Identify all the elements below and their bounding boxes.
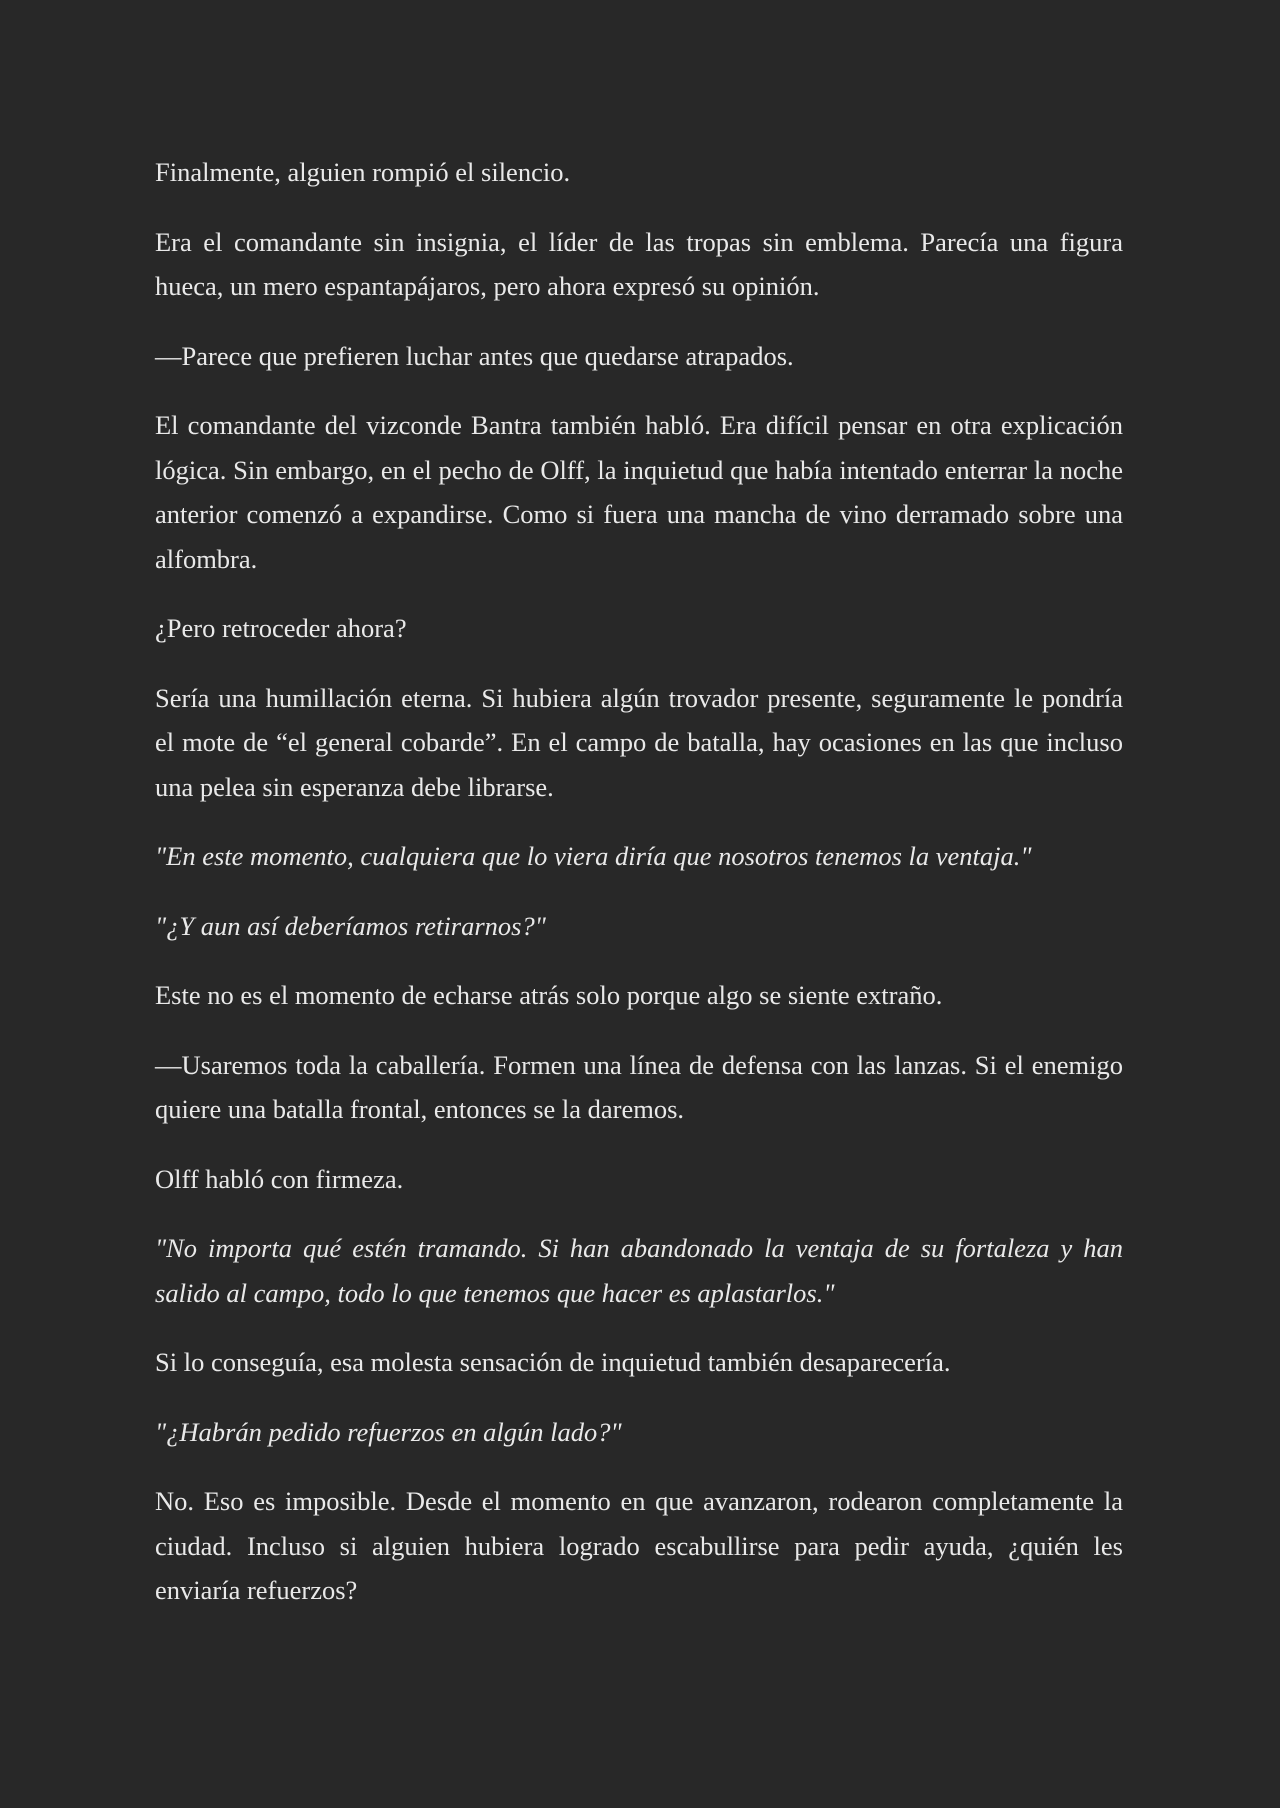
thought-paragraph-7: "En este momento, cualquiera que lo viera diría que nosotros tenemos la ventaja." (155, 841, 1032, 871)
paragraph-5: ¿Pero retroceder ahora? (155, 613, 407, 643)
thought-paragraph-12: "No importa qué estén tramando. Si han abandonado la ventaja de su fortaleza y han salido al campo, todo lo que tenemos que hacer es aplastarlos." (155, 1233, 1123, 1308)
paragraph-1: Finalmente, alguien rompió el silencio. (155, 157, 571, 187)
paragraph-2: Era el comandante sin insignia, el líder de las tropas sin emblema. Parecía una figura hueca, un mero espantapájaros, pero ahora expresó su opinión. (155, 226, 1123, 301)
paragraph-3: —Parece que prefieren luchar antes que quedarse atrapados. (155, 340, 794, 371)
thought-paragraph-8: "¿Y aun así deberíamos retirarnos?" (155, 910, 546, 941)
paragraph-15: No. Eso es imposible. Desde el momento en que avanzaron, rodearon completamente la ciudad. Incluso si alguien hubiera logrado escabullirse para pedir ayuda, ¿quién les enviaría refuerzos? (155, 1486, 1123, 1605)
paragraph-11: Olff habló con firmeza. (155, 1163, 404, 1194)
paragraph-13: Si lo conseguía, esa molesta sensación de inquietud también desaparecería. (155, 1347, 951, 1377)
paragraph-10: —Usaremos toda la caballería. Formen una línea de defensa con las lanzas. Si el enemigo quiere una batalla frontal, entonces se la daremos. (155, 1049, 1123, 1124)
paragraph-4: El comandante del vizconde Bantra también habló. Era difícil pensar en otra explicación lógica. Sin embargo, en el pecho de Olff, la inquietud que había intentado enterrar la noche anterior comenzó a expandirse. Como si fuera una mancha de vino derramado sobre una alfombra. (155, 410, 1123, 574)
paragraph-6: Sería una humillación eterna. Si hubiera algún trovador presente, seguramente le pondría el mote de “el general cobarde”. En el campo de batalla, hay ocasiones en las que incluso una pelea sin esperanza debe librarse. (155, 682, 1123, 802)
paragraph-9: Este no es el momento de echarse atrás solo porque algo se siente extraño. (155, 980, 943, 1010)
thought-paragraph-14: "¿Habrán pedido refuerzos en algún lado?" (155, 1416, 622, 1447)
reading-page (155, 150, 1123, 1638)
